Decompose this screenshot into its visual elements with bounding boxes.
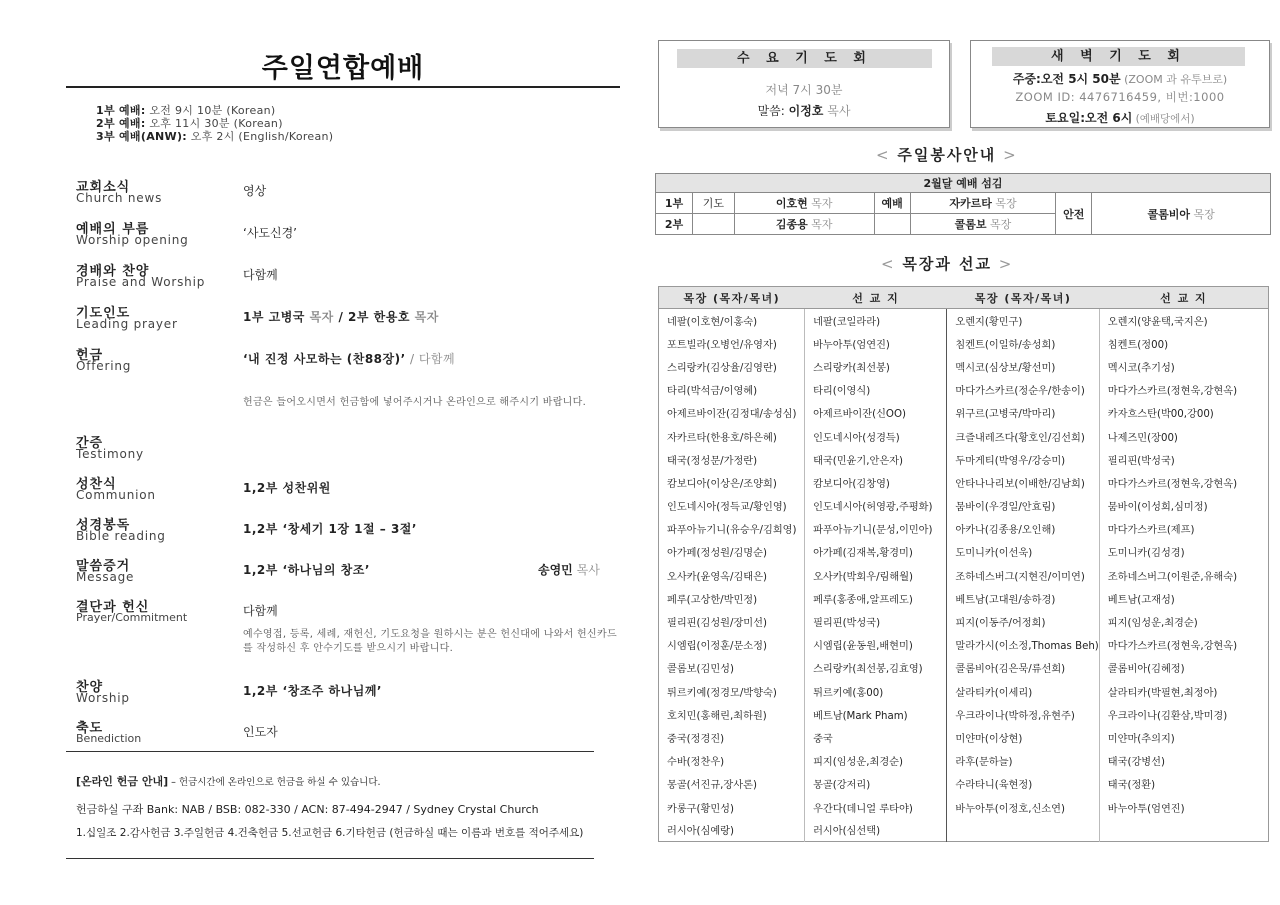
preacher: 송영민 목사 [538, 563, 600, 577]
duty-header: 2월달 예배 섬김 [656, 174, 1271, 193]
table-cell: 태국(민윤기,안은자) [805, 448, 947, 471]
column-header: 목장 (목자/목녀) [659, 287, 805, 309]
table-cell: 위구르(고병국/박마리) [947, 401, 1099, 424]
missions-header-row [659, 287, 1269, 309]
dawn-prayer-title: 새 벽 기 도 회 [992, 47, 1245, 66]
table-cell: 라후(문하늘) [947, 749, 1099, 772]
table-cell: 네팔(코일라라) [805, 309, 947, 332]
table-cell: 조하네스버그(이원준,유해숙) [1099, 564, 1268, 587]
table-cell: 말라가시(이소정,Thomas Beh) [947, 633, 1099, 656]
table-cell: 마다가스카르(정현욱,강현옥) [1099, 633, 1268, 656]
table-row [659, 332, 1269, 355]
safety-label: 안전 [1056, 193, 1092, 235]
divider [66, 858, 594, 859]
table-cell: 미얀마(이상현) [947, 726, 1099, 749]
table-cell: 오사카(윤영옥/김태은) [667, 571, 767, 583]
table-cell: 파푸아뉴기니(문성,이민아) [805, 517, 947, 540]
table-cell: 바누아투(엄연진) [805, 332, 947, 355]
table-cell: 멕시코(심상보/황선미) [947, 355, 1099, 378]
service-order-page: 주일연합예배 1부 예배: 오전 9시 10분 (Korean) 2부 예배: 오후 11시 30분 (Korean) 3부 예배(ANW): 오후 2시 (English/Korean) 교회소식 Church news 영상 예배의 부름 Worship opening ‘사도신경’ 경배와 찬양 Praise and Worship 다함께 기도인도 Leading prayer 1부 고병국 목자 / 2부 한용호 목자 헌금 Offering ‘내 진정 사모하는 (찬88장)’ / 다함께 헌금은 들어오시면서 헌금함에 넣어주시거나 온라인으로 해주시기 바랍니다. 간증 Testimony 성찬식 Communion 1,2부 성찬위원 성경봉독 Bible reading 1,2부 ‘창세기 1장 1절 – 3절’ 말씀증거 Message 1,2부 ‘하나님의 창조’ 송영민 목사 결단과 헌신 Prayer/Commitment 다함께 예수영접, 등록, 세례, 재헌신, 기도요청을 원하시는 분은 헌신대에 나와서 헌신카드를 작성하신 후 안수기도를 받으시기 바랍니다. 찬양 Worship 1,2부 ‘창조주 하나님께’ 축도 Benediction 인도자 [온라인 헌금 안내] – 헌금시간에 온라인으로 헌금을 하실 수 있습니다. 헌금하실 구좌 Bank: NAB / BSB: 082-330 / ACN: 87-494-2947 / Sydney Crystal Church 1.십일조 2.감사헌금 3.주일헌금 4.건축헌금 5.선교헌금 6.기타헌금 (헌금하실 때는 이름과 번호를 적어주세요) [66, 0, 622, 905]
table-cell: 오렌지(황민구) [947, 309, 1099, 332]
table-row [659, 517, 1269, 540]
table-cell: 크즐내레즈다(황호인/김선희) [947, 424, 1099, 447]
table-row [659, 633, 1269, 656]
service-times [96, 104, 333, 143]
table-cell: 오사카(박회우/림해월) [805, 564, 947, 587]
table-cell: 마다가스카르(제프) [1099, 517, 1268, 540]
table-cell: 필리핀(박성국) [1099, 448, 1268, 471]
table-row [659, 819, 1269, 842]
table-cell: 침켄트(정00) [1099, 332, 1268, 355]
table-cell: 러시아(심선택) [805, 819, 947, 842]
table-cell: 조하네스버그(지현진/이미연) [947, 564, 1099, 587]
table-cell: 도미니카(김성경) [1099, 540, 1268, 563]
table-row [659, 424, 1269, 447]
table-cell: 도미니카(이선욱) [947, 540, 1099, 563]
table-cell: 인도네시아(허영광,주평화) [805, 494, 947, 517]
table-cell [1099, 819, 1268, 842]
table-cell: 콜롬비아(김혜정) [1099, 656, 1268, 679]
table-cell: 피지(임성운,최경순) [805, 749, 947, 772]
missions-body [659, 309, 1269, 842]
table-cell: 몽골(강저리) [805, 772, 947, 795]
table-cell: 마다가스카르(정현욱,강현옥) [1099, 378, 1268, 401]
table-cell: 베트남(고재성) [1099, 587, 1268, 610]
duty-section-title: < 주일봉사안내 > [876, 146, 1018, 164]
table-row [659, 540, 1269, 563]
duty-row: 2부 김종용 목자 콜롬보 목장 [656, 214, 1271, 235]
table-cell: 튀르키예(홍00) [805, 680, 947, 703]
table-row [659, 610, 1269, 633]
table-cell: 살라티카(박필현,최정아) [1099, 680, 1268, 703]
online-offering-heading: [온라인 헌금 안내] – 헌금시간에 온라인으로 헌금을 하실 수 있습니다. [76, 775, 381, 788]
table-cell: 필리핀(박성국) [805, 610, 947, 633]
wednesday-speaker: 말씀: 이정호 목사 [757, 104, 851, 118]
table-cell: 스리랑카(최선봉) [805, 355, 947, 378]
table-cell: 바누아투(엄연진) [1099, 795, 1268, 818]
column-header: 선 교 지 [1099, 287, 1268, 309]
table-row [659, 656, 1269, 679]
table-cell: 안타나나리보(이배한/김남희) [947, 471, 1099, 494]
table-cell: 베트남(고대원/송하경) [947, 587, 1099, 610]
table-cell: 아가페(정성원/김명순) [667, 548, 767, 560]
table-cell: 뭄바이(우경일/안효림) [947, 494, 1099, 517]
table-cell: 카자흐스탄(박00,강00) [1099, 401, 1268, 424]
table-cell: 튀르키예(정경모/박향숙) [667, 687, 777, 699]
table-cell: 태국(강병선) [1099, 749, 1268, 772]
dawn-zoom-info: ZOOM ID: 4476716459, 비번:1000 [1015, 90, 1225, 104]
table-cell: 페루(홍종애,알프레도) [805, 587, 947, 610]
table-cell: 두마게티(박영우/강승미) [947, 448, 1099, 471]
table-cell: 스리랑카(김상율/김영란) [667, 362, 777, 374]
table-cell: 침켄트(이일하/송성희) [947, 332, 1099, 355]
table-row [659, 471, 1269, 494]
dawn-prayer-box [970, 40, 1270, 128]
table-cell: 피지(임성운,최경순) [1099, 610, 1268, 633]
title-divider [66, 86, 620, 88]
table-cell: 페루(고상한/박민정) [667, 594, 758, 606]
table-row [659, 355, 1269, 378]
divider [66, 751, 594, 752]
table-cell: 카롱구(황민성) [667, 803, 734, 815]
table-row [659, 749, 1269, 772]
table-cell: 오렌지(양윤택,국지은) [1099, 309, 1268, 332]
table-cell: 아가페(김재복,황경미) [805, 540, 947, 563]
dawn-saturday: 토요일:오전 6시 (예배당에서) [1045, 111, 1195, 125]
table-cell: 뭄바이(이성희,심미정) [1099, 494, 1268, 517]
table-row [659, 795, 1269, 818]
table-cell: 태국(정환) [1099, 772, 1268, 795]
page-title: 주일연합예배 [261, 53, 425, 84]
duty-row: 1부 기도 이호현 목자 예배 자카르타 목장 안전 콜롬비아 목장 [656, 193, 1271, 214]
duty-table [655, 173, 1271, 235]
table-cell [947, 819, 1099, 842]
table-cell: 피지(이동주/어정희) [947, 610, 1099, 633]
wednesday-time: 저녁 7시 30분 [765, 83, 843, 97]
table-cell: 러시아(심예랑) [667, 826, 734, 838]
column-header: 목장 (목자/목녀) [947, 287, 1099, 309]
table-cell: 마다가스카르(정현욱,강현옥) [1099, 471, 1268, 494]
table-cell: 콜롬비아(김은묵/류선희) [947, 656, 1099, 679]
table-cell: 포트빌라(오병언/유영자) [667, 339, 777, 351]
table-cell: 시엠립(윤동원,배현미) [805, 633, 947, 656]
missions-section-title: < 목장과 선교 > [881, 255, 1014, 273]
table-row [659, 726, 1269, 749]
dawn-weekday: 주중:오전 5시 50분 (ZOOM 과 유투브로) [1012, 72, 1228, 86]
table-row [659, 494, 1269, 517]
column-header: 선 교 지 [805, 287, 947, 309]
table-row [659, 448, 1269, 471]
table-row [659, 309, 1269, 332]
table-cell: 인도네시아(정득교/황인영) [667, 502, 787, 514]
online-offering-account: 헌금하실 구좌 Bank: NAB / BSB: 082-330 / ACN: 87-494-2947 / Sydney Crystal Church [76, 803, 539, 816]
table-cell: 바누아투(이정호,신소연) [947, 795, 1099, 818]
table-cell: 아카나(김종용/오인해) [947, 517, 1099, 540]
safety-team: 콜롬비아 목장 [1092, 193, 1271, 235]
table-cell: 시엠립(이정훈/문소정) [667, 641, 767, 653]
table-row [659, 564, 1269, 587]
table-cell: 콜롬보(김민성) [667, 664, 734, 676]
wednesday-prayer-box [658, 40, 950, 128]
table-cell: 중국 [805, 726, 947, 749]
missions-table [658, 286, 1269, 842]
table-cell: 우크라이나(김환삼,박미경) [1099, 703, 1268, 726]
table-cell: 인도네시아(성경득) [805, 424, 947, 447]
table-cell: 살라티카(이세리) [947, 680, 1099, 703]
table-row [659, 772, 1269, 795]
table-cell: 중국(정경진) [667, 733, 725, 745]
table-cell: 몽골(서진규,장사론) [667, 780, 757, 792]
table-row [659, 587, 1269, 610]
table-row [659, 378, 1269, 401]
table-cell: 태국(정성문/가정란) [667, 455, 758, 467]
table-cell: 아제르바이잔(신OO) [805, 401, 947, 424]
service-time-2: 2부 예배: 오후 11시 30분 (Korean) [96, 117, 283, 130]
table-row [659, 401, 1269, 424]
table-cell: 베트남(Mark Pham) [805, 703, 947, 726]
table-cell: 아제르바이잔(김정대/송성심) [667, 409, 797, 421]
table-cell: 자카르타(한용호/하은혜) [667, 432, 777, 444]
service-time-3: 3부 예배(ANW): 오후 2시 (English/Korean) [96, 130, 334, 143]
table-cell: 수라타니(육현정) [947, 772, 1099, 795]
table-cell: 필리핀(김성원/장미선) [667, 618, 767, 630]
offering-types: 1.십일조 2.감사헌금 3.주일헌금 4.건축헌금 5.선교헌금 6.기타헌금 (헌금하실 때는 이름과 번호를 적어주세요) [76, 827, 584, 839]
table-cell: 파푸아뉴기니(유승우/김희영) [667, 525, 797, 537]
table-cell: 멕시코(추기성) [1099, 355, 1268, 378]
wednesday-prayer-title: 수 요 기 도 회 [677, 49, 932, 68]
table-cell: 호치민(홍해린,최하원) [667, 710, 767, 722]
table-row [659, 703, 1269, 726]
table-cell: 나제즈민(장00) [1099, 424, 1268, 447]
table-cell: 우크라이나(박하정,유현주) [947, 703, 1099, 726]
service-time-1: 1부 예배: 오전 9시 10분 (Korean) [96, 104, 276, 117]
table-cell: 캄보디아(김창영) [805, 471, 947, 494]
table-cell: 네팔(이호현/이홍숙) [667, 316, 758, 328]
table-cell: 우간다(데니얼 루타야) [805, 795, 947, 818]
table-row [659, 680, 1269, 703]
table-cell: 수바(정찬우) [667, 757, 725, 769]
table-cell: 캄보디아(이상은/조양희) [667, 478, 777, 490]
table-cell: 타리(이영식) [805, 378, 947, 401]
table-cell: 스리랑카(최선봉,김효영) [805, 656, 947, 679]
table-cell: 미얀마(추의지) [1099, 726, 1268, 749]
table-cell: 마다가스카르(정순우/한송이) [947, 378, 1099, 401]
table-cell: 타리(박석금/이영혜) [667, 386, 758, 398]
